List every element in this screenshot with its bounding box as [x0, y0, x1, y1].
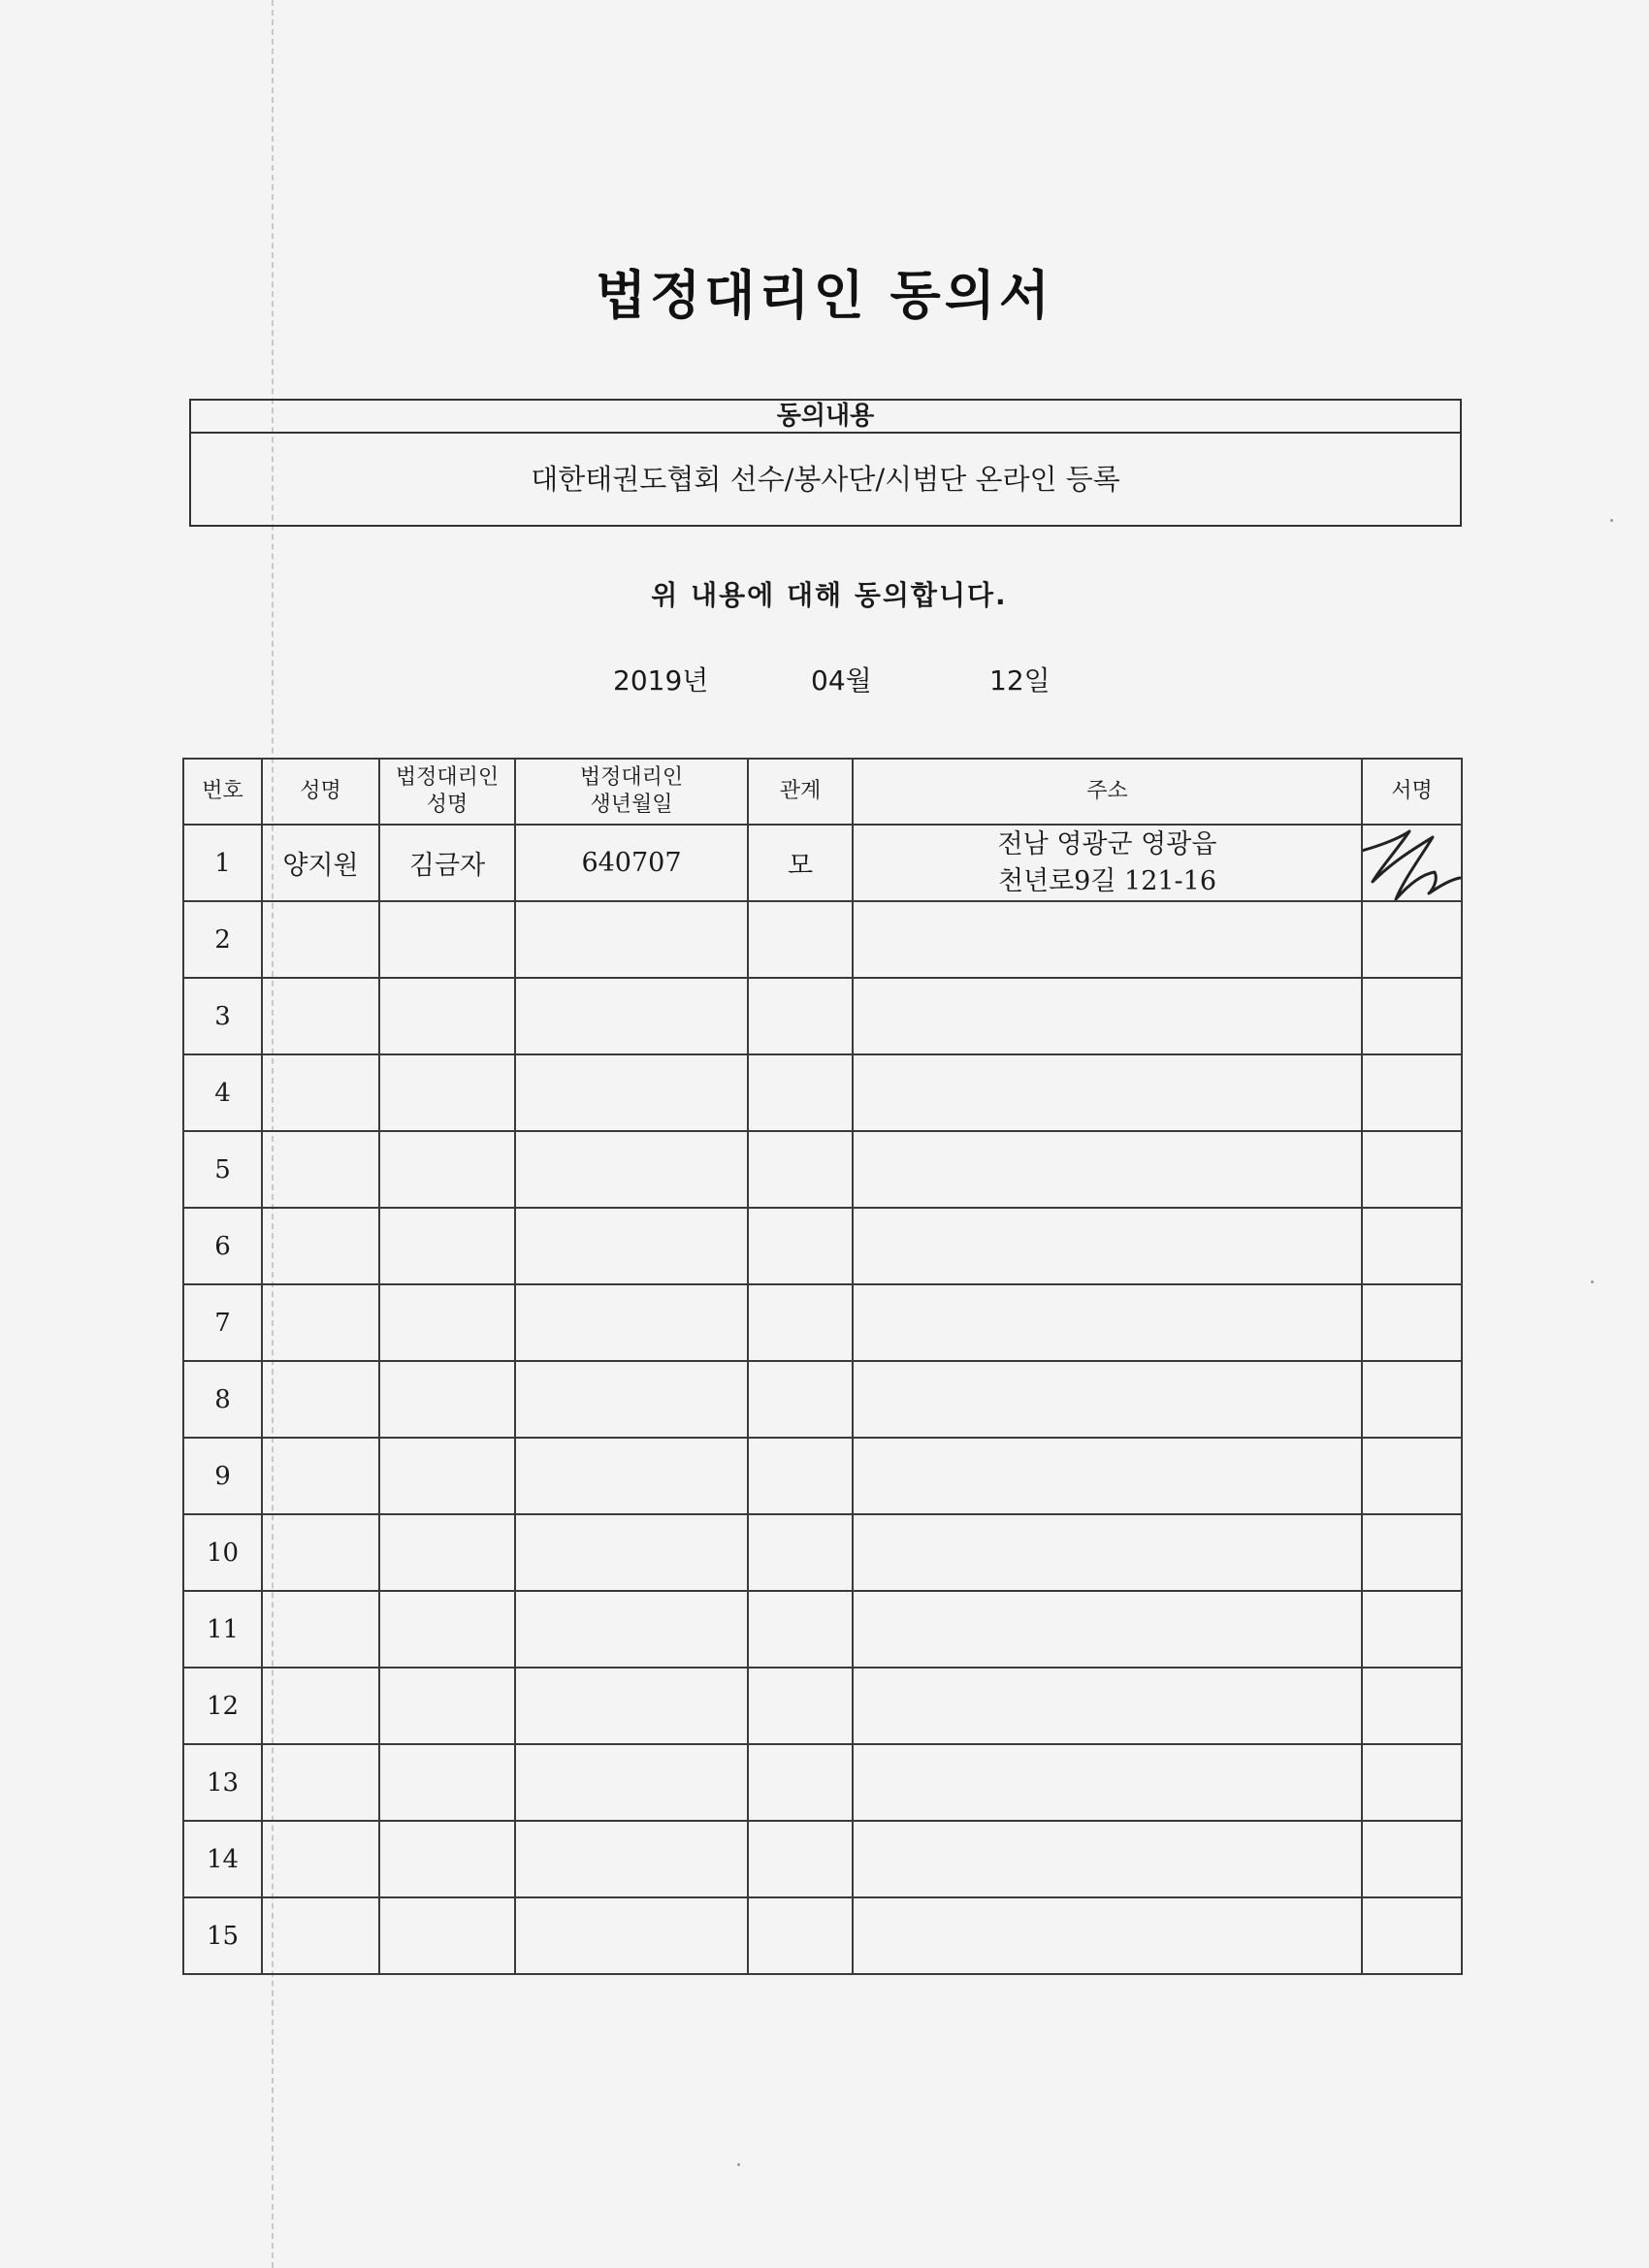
table-row [183, 1438, 1462, 1514]
address-line-1: 전남 영광군 영광읍 [997, 828, 1217, 859]
table-row [183, 901, 1462, 978]
table-row [183, 978, 1462, 1054]
cell-signature [1362, 1897, 1462, 1974]
header-name: 성명 [262, 759, 379, 825]
cell-relation [748, 901, 853, 978]
table-row [183, 1897, 1462, 1974]
scan-speck [1591, 1280, 1594, 1283]
cell-address [853, 1668, 1362, 1744]
cell-rep-name [379, 1438, 515, 1514]
cell-signature [1362, 1054, 1462, 1131]
cell-rep-birth [515, 1131, 748, 1208]
cell-name [262, 1744, 379, 1821]
header-rep-birth: 법정대리인 생년월일 [515, 759, 748, 825]
header-signature: 서명 [1362, 759, 1462, 825]
cell-no: 10 [183, 1514, 262, 1591]
cell-signature [1362, 1514, 1462, 1591]
cell-relation [748, 1514, 853, 1591]
handwritten-signature [1362, 825, 1462, 901]
table-row [183, 825, 1462, 901]
cell-address [853, 1054, 1362, 1131]
cell-signature [1362, 1744, 1462, 1821]
cell-rep-name [379, 1054, 515, 1131]
table-row [183, 1131, 1462, 1208]
cell-rep-name [379, 1668, 515, 1744]
cell-relation [748, 1284, 853, 1361]
cell-rep-birth [515, 1514, 748, 1591]
cell-rep-birth [515, 1591, 748, 1668]
cell-no: 2 [183, 901, 262, 978]
cell-signature [1362, 1284, 1462, 1361]
cell-rep-birth [515, 978, 748, 1054]
cell-signature [1362, 1361, 1462, 1438]
cell-rep-birth [515, 1054, 748, 1131]
cell-address [853, 978, 1362, 1054]
table-row [183, 1668, 1462, 1744]
registration-table [182, 758, 1463, 1975]
table-header-row [183, 759, 1462, 825]
cell-name [262, 1054, 379, 1131]
cell-rep-birth [515, 1208, 748, 1284]
cell-address [853, 1284, 1362, 1361]
header-rep-name: 법정대리인 성명 [379, 759, 515, 825]
cell-name [262, 1208, 379, 1284]
cell-address [853, 901, 1362, 978]
consent-content: 대한태권도협회 선수/봉사단/시범단 온라인 등록 [531, 463, 1120, 496]
cell-no: 4 [183, 1054, 262, 1131]
cell-signature [1362, 1591, 1462, 1668]
cell-rep-birth: 640707 [515, 825, 748, 901]
cell-no: 9 [183, 1438, 262, 1514]
cell-signature [1362, 1208, 1462, 1284]
table-row [183, 1054, 1462, 1131]
cell-name [262, 1591, 379, 1668]
table-row [183, 1821, 1462, 1897]
cell-name [262, 1514, 379, 1591]
scan-speck [1610, 519, 1613, 522]
cell-signature [1362, 1438, 1462, 1514]
cell-rep-birth [515, 1438, 748, 1514]
cell-name [262, 978, 379, 1054]
cell-signature [1362, 1668, 1462, 1744]
cell-rep-birth [515, 1284, 748, 1361]
cell-relation [748, 1131, 853, 1208]
cell-rep-birth [515, 1668, 748, 1744]
cell-no: 7 [183, 1284, 262, 1361]
cell-signature [1362, 1131, 1462, 1208]
cell-address [853, 1591, 1362, 1668]
cell-no: 12 [183, 1668, 262, 1744]
cell-name [262, 1438, 379, 1514]
cell-relation [748, 1361, 853, 1438]
cell-no: 14 [183, 1821, 262, 1897]
cell-rep-birth [515, 1361, 748, 1438]
cell-address [853, 1208, 1362, 1284]
cell-name [262, 1361, 379, 1438]
document-title: 법정대리인 동의서 [595, 265, 1054, 326]
cell-relation [748, 1668, 853, 1744]
cell-relation [748, 1591, 853, 1668]
address-line-2: 천년로9길 121-16 [997, 865, 1217, 896]
cell-rep-birth [515, 1897, 748, 1974]
cell-rep-name [379, 1284, 515, 1361]
cell-relation [748, 1744, 853, 1821]
scan-speck [737, 2163, 740, 2166]
cell-name [262, 1284, 379, 1361]
date-day: 12일 [989, 664, 1051, 697]
cell-rep-name [379, 978, 515, 1054]
cell-signature [1362, 825, 1462, 901]
cell-rep-name [379, 901, 515, 978]
cell-address [853, 1744, 1362, 1821]
consent-heading: 동의내용 [191, 401, 1460, 434]
cell-relation [748, 1821, 853, 1897]
cell-rep-birth [515, 901, 748, 978]
header-no: 번호 [183, 759, 262, 825]
consent-box [189, 399, 1462, 527]
cell-relation: 모 [748, 825, 853, 901]
date-year: 2019년 [613, 664, 709, 697]
cell-rep-name [379, 1514, 515, 1591]
cell-rep-name [379, 1591, 515, 1668]
table-row [183, 1591, 1462, 1668]
cell-rep-name [379, 1744, 515, 1821]
table-row [183, 1514, 1462, 1591]
cell-signature [1362, 901, 1462, 978]
cell-no: 5 [183, 1131, 262, 1208]
cell-address [853, 1897, 1362, 1974]
table-row [183, 1744, 1462, 1821]
cell-address [853, 1361, 1362, 1438]
cell-relation [748, 1054, 853, 1131]
cell-address [853, 825, 1362, 901]
cell-address [853, 1438, 1362, 1514]
cell-name [262, 901, 379, 978]
cell-rep-name [379, 1361, 515, 1438]
cell-signature [1362, 1821, 1462, 1897]
cell-address [853, 1131, 1362, 1208]
cell-no: 3 [183, 978, 262, 1054]
cell-signature [1362, 978, 1462, 1054]
cell-name [262, 1821, 379, 1897]
cell-name [262, 1131, 379, 1208]
table-row [183, 1208, 1462, 1284]
cell-rep-birth [515, 1821, 748, 1897]
cell-rep-name [379, 1208, 515, 1284]
cell-name [262, 1897, 379, 1974]
cell-relation [748, 1438, 853, 1514]
cell-rep-name [379, 1131, 515, 1208]
cell-address [853, 1821, 1362, 1897]
table-row [183, 1361, 1462, 1438]
header-relation: 관계 [748, 759, 853, 825]
header-address: 주소 [853, 759, 1362, 825]
agreement-statement: 위 내용에 대해 동의합니다. [651, 579, 1008, 611]
cell-rep-name: 김금자 [379, 825, 515, 901]
cell-no: 8 [183, 1361, 262, 1438]
cell-relation [748, 978, 853, 1054]
cell-rep-name [379, 1897, 515, 1974]
cell-no: 11 [183, 1591, 262, 1668]
cell-no: 6 [183, 1208, 262, 1284]
table-row [183, 1284, 1462, 1361]
cell-rep-name [379, 1821, 515, 1897]
cell-address [853, 1514, 1362, 1591]
cell-name [262, 1668, 379, 1744]
cell-relation [748, 1897, 853, 1974]
cell-no: 1 [183, 825, 262, 901]
cell-name: 양지원 [262, 825, 379, 901]
date-month: 04월 [811, 664, 872, 697]
cell-rep-birth [515, 1744, 748, 1821]
cell-no: 15 [183, 1897, 262, 1974]
cell-no: 13 [183, 1744, 262, 1821]
cell-relation [748, 1208, 853, 1284]
